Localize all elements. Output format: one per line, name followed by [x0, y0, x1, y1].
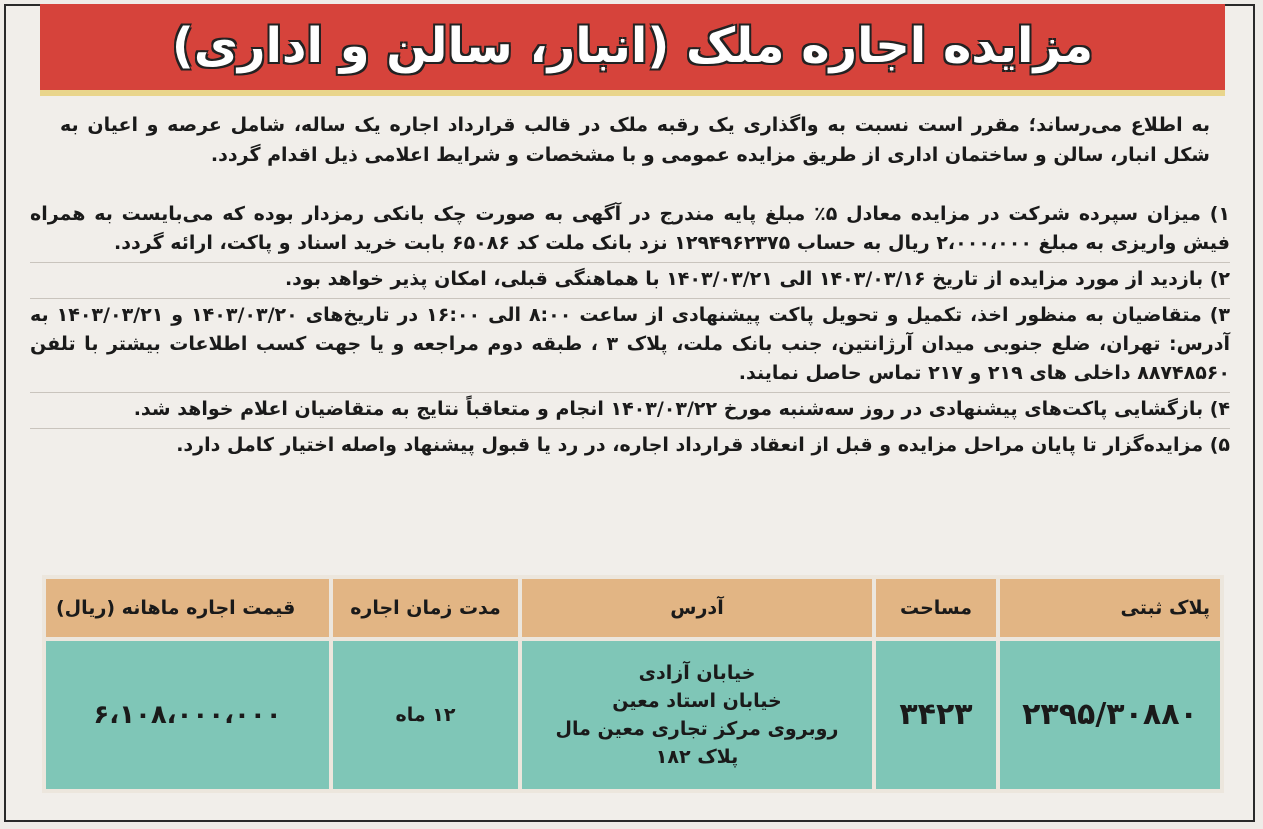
- address-line-1: خیابان آزادی: [638, 662, 756, 684]
- cell-price: ۶،۱۰۸،۰۰۰،۰۰۰: [46, 641, 329, 789]
- cell-address: [522, 641, 872, 789]
- conditions-list: [30, 198, 1230, 464]
- cell-plate: ۲۳۹۵/۳۰۸۸۰: [1000, 641, 1220, 789]
- cell-duration: ۱۲ ماه: [333, 641, 518, 789]
- header-plate: پلاک ثبتی: [1000, 579, 1220, 637]
- header-price: قیمت اجاره ماهانه (ریال): [46, 579, 329, 637]
- header-duration: مدت زمان اجاره: [333, 579, 518, 637]
- address-line-2: خیابان استاد معین: [612, 690, 782, 712]
- condition-item-4: ۴) بازگشایی پاکت‌های پیشنهادی در روز سه‌شنبه مورخ ۱۴۰۳/۰۳/۲۲ انجام و متعاقباً نتایج به متقاضیان اعلام خواهد شد.: [30, 393, 1230, 429]
- property-table-wrap: [42, 575, 1224, 793]
- header-address: آدرس: [522, 579, 872, 637]
- notice-title: مزایده اجاره ملک (انبار، سالن و اداری): [171, 18, 1094, 74]
- condition-item-3: ۳) متقاضیان به منظور اخذ، تکمیل و تحویل پاکت پیشنهادی از ساعت ۸:۰۰ الی ۱۶:۰۰ در تاریخ‌های ۱۴۰۳/۰۳/۲۰ و ۱۴۰۳/۰۳/۲۱ به آدرس: تهران، ضلع جنوبی میدان آرژانتین، جنب بانک ملت، پلاک ۳ ، طبقه دوم مراجعه و یا جهت کسب اطلاعات بیشتر با تلفن ۸۸۷۴۸۵۶۰ داخلی های ۲۱۹ و ۲۱۷ تماس حاصل نمایند.: [30, 299, 1230, 393]
- address-line-4: پلاک ۱۸۲: [655, 746, 739, 768]
- table-header-row: [46, 579, 1220, 637]
- cell-area: ۳۴۲۳: [876, 641, 996, 789]
- condition-item-1: ۱) میزان سپرده شرکت در مزایده معادل ۵٪ مبلغ پایه مندرج در آگهی به صورت چک بانکی رمزدار بوده که می‌بایست به همراه فیش واریزی به مبلغ ۲،۰۰۰،۰۰۰ ریال به حساب ۱۲۹۴۹۶۲۳۷۵ نزد بانک ملت کد ۶۵۰۸۶ بابت خرید اسناد و پاکت، ارائه گردد.: [30, 198, 1230, 263]
- intro-paragraph: به اطلاع می‌رساند؛ مقرر است نسبت به واگذاری یک رقبه ملک در قالب قرارداد اجاره یک ساله، شامل عرصه و اعیان به شکل انبار، سالن و ساختمان اداری از طریق مزایده عمومی و با مشخصات و شرایط اعلامی ذیل اقدام گردد.: [60, 114, 1210, 166]
- condition-item-5: ۵) مزایده‌گزار تا پایان مراحل مزایده و قبل از انعقاد قرارداد اجاره، در رد یا قبول پیشنهاد واصله اختیار کامل دارد.: [176, 434, 1230, 456]
- address-line-3: روبروی مرکز تجاری معین مال: [555, 718, 839, 740]
- header-area: مساحت: [876, 579, 996, 637]
- table-row: [46, 641, 1220, 789]
- property-table: [42, 575, 1224, 793]
- condition-item-2: ۲) بازدید از مورد مزایده از تاریخ ۱۴۰۳/۰۳/۱۶ الی ۱۴۰۳/۰۳/۲۱ با هماهنگی قبلی، امکان پذیر خواهد بود.: [30, 263, 1230, 299]
